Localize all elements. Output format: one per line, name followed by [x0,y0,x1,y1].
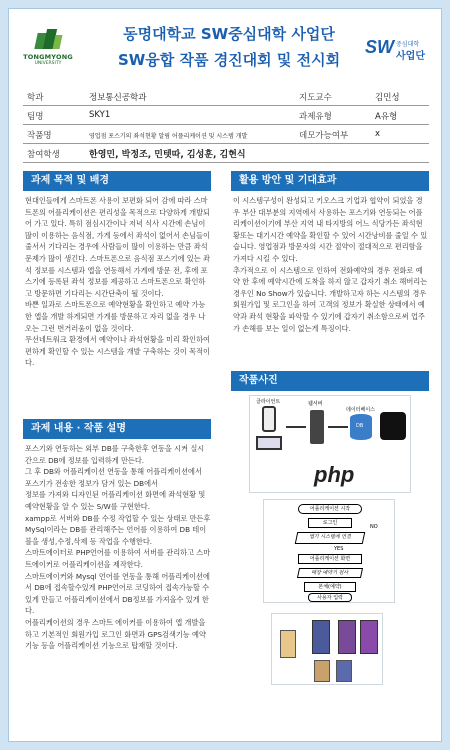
sw-logo-big-text: 사업단 [396,51,425,62]
app-screen-image [312,620,330,654]
info-row [23,127,429,144]
info-value: A유형 [375,112,398,122]
db-short-label: DB [356,423,364,429]
flow-main: 본체(예약) [304,582,356,592]
paragraph: 정보를 가져와 디자인된 어플리케이션 화면에 좌석현황 및 예약현황을 알 수 있는 S/W를 구현한다. [25,490,206,511]
section-header-purpose: 과제 목적 및 배경 [23,171,211,191]
info-value: 정보통신공학과 [89,93,147,103]
info-label: 지도교수 [299,93,332,103]
paragraph: 무선네트워크 환경에서 예약이나 좌석현황을 미리 확인하여 편하게 확인할 수 있는 시스템을 개발 구축하는 것이 목적이다. [25,335,211,368]
flow-yes-label: YES [334,546,344,552]
poster-header [9,9,443,81]
poster [8,8,442,742]
section-header-effects: 활용 방안 및 기대효과 [231,171,429,191]
university-logo [23,29,73,66]
sw-logo-text: SW [365,37,394,57]
laptop-icon [256,436,282,450]
university-logo-sub: UNIVERSITY [34,61,62,66]
info-row [23,108,429,125]
server-label: 웹서버 [308,401,323,407]
app-screen-image [338,620,356,654]
paragraph: 그 후 DB와 어플리케이션 연동을 통해 어플리케이션에서 포스기가 전송한 정보가 담겨 있는 DB에서 [25,467,202,488]
section-header-content: 과제 내용 · 작품 설명 [23,419,211,439]
restaurant-icon [380,412,406,440]
info-value: 영업점 포스기의 좌석현황 알림 어플리케이션 및 시스템 개발 [89,133,248,140]
paragraph: 추가적으로 이 시스템으로 인하여 전화예약의 경우 전화로 예약 한 후에 예약시간에 도착을 하지 않고 갑자기 취소 해버리는 경우인 No Show가 있습니다. 개발하고자 하는 시스템의 경우 회원가입 및 로그인을 하여 고객의 정보가 확실한 상태에서 예약과 좌석 현황을 파악할 수 있기에 갑자기 취소함으로써 업주가 손해를 보는 일이 없는게 특징이다. [233,265,428,333]
flow-login: 로그인 [308,518,352,528]
paragraph: 현대인들에게 스마트폰 사용이 보편화 되어 감에 따라 스마트폰의 어플리케이션은 편리성을 목적으로 다양하게 개발되어 가고 있다. 특히 점심시간이나 저녁 식사 시간에 손님이 많이 이용하는 음식점, 가게 등에서 좌석이 없어서 손님들이 줄서서 기다리는 경우에 사람들이 많이 이용하는 만큼 좌석 문제가 많이 생긴다. 스마트폰으로 음식점 포스기에 있는 좌석 정보를 시스템과 앱을 연동해서 가게에 방문 전, 후에 포스기에 등록된 좌석 정보를 제공하고 스마트폰으로 확인하고 방문하면 기다리는 시간단축이 될 것이다. [25,196,211,298]
info-label: 작품명 [27,131,52,141]
app-screen-image [280,630,296,658]
info-row [23,89,429,106]
server-icon [310,410,324,444]
info-label: 팀명 [27,112,44,122]
paragraph: 스마트에이터로 PHP언어를 이용하여 서버를 관리하고 스마트에이커로 어플리케이션을 제작한다. [25,548,211,569]
poster-title-line1: 동명대학교 SW중심대학 사업단 [123,25,335,43]
app-screen-image [336,660,352,682]
sw-center-logo [365,37,431,63]
flow-check: 앱기 시스템에 연결 [295,532,366,544]
paragraph: 스마트에이커와 Mysql 언어를 연동을 통해 어플리케이션에서 DB에 접속할수있게 PHP언어로 코딩하여 접속가능할 수 있게 만들고 어플리케이션에서 DB정보를 가져올수 있게 한다. [25,571,210,616]
php-label: php [314,462,355,487]
info-value: 김민성 [375,93,400,103]
info-value: x [375,129,381,139]
flowchart-photo [263,499,395,603]
app-screens-photo [271,613,383,685]
university-logo-icon [34,29,62,51]
app-screen-image [314,660,330,682]
info-row [23,146,429,163]
paragraph: 바쁜 일과로 스마트폰으로 예약현황을 확인하고 예약 가능한 앱을 개발 하게되면 가게를 방문하고 자리 없을 경우 나오는 그런 번거러움이 없을 것이다. [25,300,206,333]
sw-logo-small-text: 중심대학 [396,41,420,48]
info-label: 학과 [27,93,44,103]
section-header-photos: 작품사진 [231,371,429,391]
info-label: 참여학생 [27,150,60,160]
flow-screen: 어플리케이션 화면 [298,554,362,564]
paragraph: xampp로 서버와 DB를 수정 작업할 수 있는 상태로 만든후 MySql이라는 DB를 관리해주는 언어를 이용하여 DB 테이블을 생성,수정,삭제 등 작업을 수행한다. [25,513,211,546]
paragraph: 어플리케이션의 경우 스마트 에이커를 이용하여 앱 개발을 하고 기본적인 회원가입 로그인 화면과 GPS검색기능 예약기능 등을 어플리케이션 기능으로 탑재할 것이다. [25,617,206,651]
client-label: 클라이언트 [256,399,281,405]
app-screen-image [360,620,378,654]
poster-title-line2: SW융합 작품 경진대회 및 전시회 [117,51,341,69]
info-label: 데모가능여부 [299,131,349,141]
section-body-content [25,443,211,652]
phone-icon [262,406,276,432]
db-label: 데이터베이스 [346,407,375,413]
flow-no-label: NO [370,524,378,530]
paragraph: 포스기와 연동하는 외부 DB를 구축한후 연동을 시켜 실시간으로 DB에 정보를 입력하게 만든다. [25,444,205,465]
flow-start: 어플리케이션 시작 [298,504,362,514]
arrow-right-icon [286,426,306,428]
arrow-right-icon [328,426,348,428]
paragraph: 이 시스템구성이 완성되고 키오스크 기업과 협약이 되었을 경우 부산 대부분의 지역에서 사용하는 포스기와 연동되는 어플리케이션이기에 부산 지역 내 타지방의 어느 식당가든 좌석현황또는 대기시간 예약을 확인할 수 있어 시간낭비를 줄일 수 있습니다. 영업점과 방문자의 시간 절약이 절대적으로 편리함을 가져다 시킬 수 있다. [233,196,428,263]
section-body-effects [233,195,429,334]
system-architecture-photo [249,395,411,493]
info-value: 한영민, 박정조, 민텟따, 김성훈, 김현식 [89,150,246,160]
info-value: SKY1 [89,110,111,120]
info-label: 과제유형 [299,112,332,122]
flow-select: 매장 예약기 검사 [297,568,363,578]
university-logo-name: TONGMYONG [23,53,73,61]
section-body-purpose [25,195,211,369]
flow-end: 사용자 입력 [308,593,352,602]
